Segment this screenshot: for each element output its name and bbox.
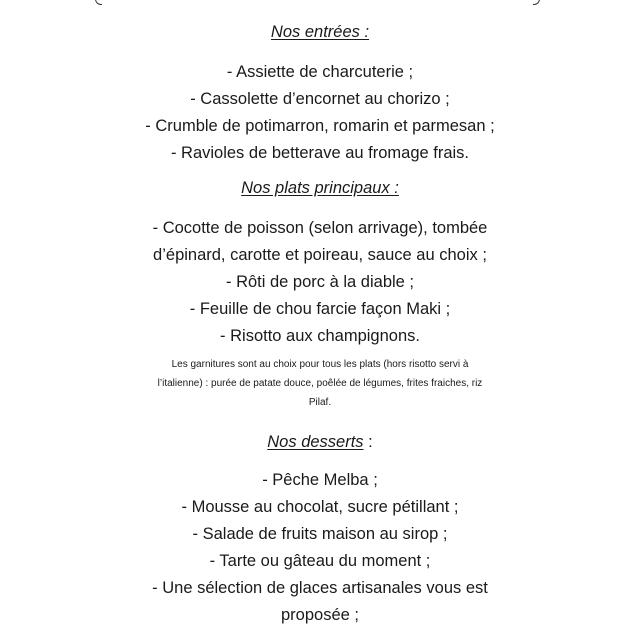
- plats-heading: Nos plats principaux :: [241, 179, 399, 197]
- plat-item: - Rôti de porc à la diable ;: [225, 273, 415, 291]
- desserts-heading-row: [0, 430, 640, 454]
- dessert-item-continuation: proposée ;: [281, 606, 359, 624]
- desserts-heading: Nos desserts: [267, 433, 364, 451]
- entrees-heading: Nos entrées :: [270, 23, 370, 41]
- dessert-item: - Une sélection de glaces artisanales vous est: [152, 579, 488, 597]
- dessert-item: - Salade de fruits maison au sirop ;: [192, 525, 448, 543]
- plat-item: - Risotto aux champignons.: [220, 327, 420, 345]
- plat-item-continuation: d’épinard, carotte et poireau, sauce au choix ;: [153, 246, 487, 264]
- garnish-note-line: Les garnitures sont au choix pour tous les plats (hors risotto servi à: [171, 359, 469, 370]
- dessert-item: - Tarte ou gâteau du moment ;: [209, 552, 431, 570]
- right-parenthesis: [533, 0, 540, 5]
- garnish-note-line: l’italienne) : purée de patate douce, poêlée de légumes, frites fraiches, riz: [157, 378, 483, 389]
- garnish-note-line: Pilaf.: [308, 397, 332, 408]
- left-parenthesis: [95, 0, 102, 5]
- cropped-parenthesis-line: [95, 0, 540, 6]
- plat-item: - Cocotte de poisson (selon arrivage), tombée: [152, 219, 488, 237]
- desserts-heading-colon: :: [363, 433, 373, 451]
- dessert-item: - Mousse au chocolat, sucre pétillant ;: [181, 498, 459, 516]
- entree-item: - Crumble de potimarron, romarin et parmesan ;: [145, 117, 495, 135]
- entree-item: - Cassolette d’encornet au chorizo ;: [190, 90, 450, 108]
- plat-item: - Feuille de chou farcie façon Maki ;: [189, 300, 451, 318]
- entree-item: - Assiette de charcuterie ;: [226, 63, 414, 81]
- entree-item: - Ravioles de betterave au fromage frais.: [170, 144, 470, 162]
- dessert-item: - Pêche Melba ;: [262, 471, 378, 489]
